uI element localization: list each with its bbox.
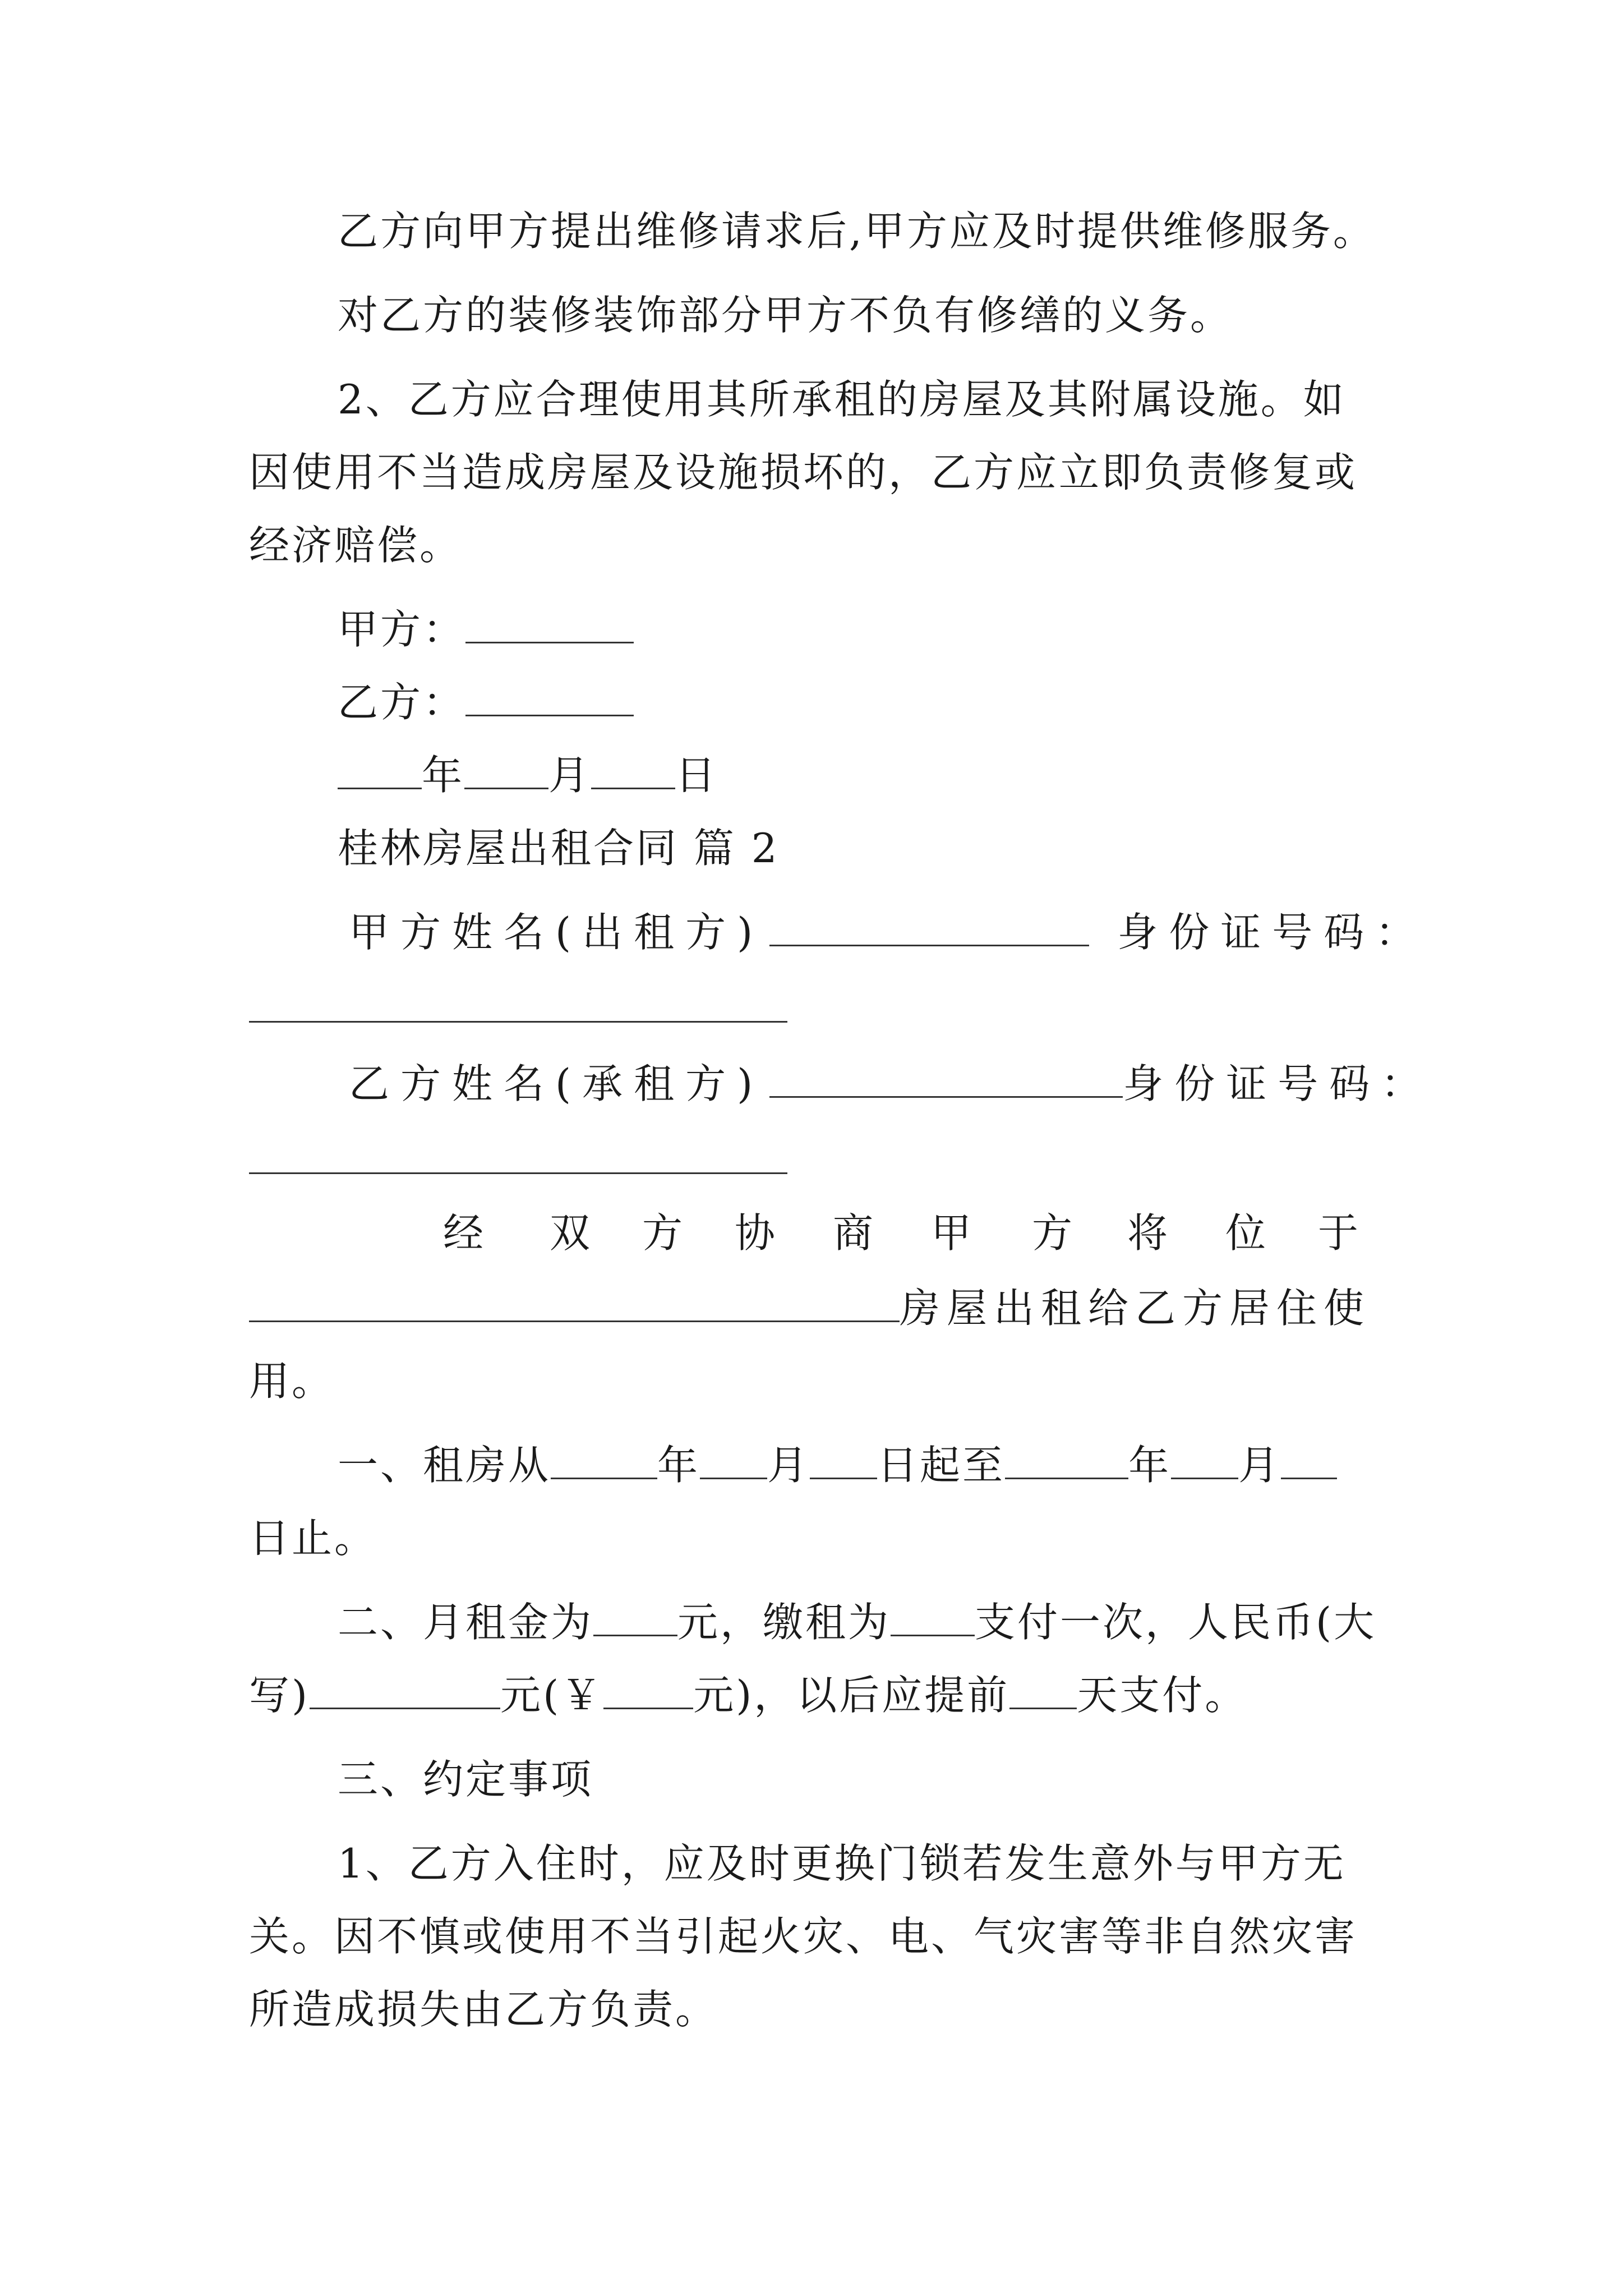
text-line: 所造成损失由乙方负责。 xyxy=(249,1986,718,2033)
party-b-blank[interactable] xyxy=(465,680,634,716)
lessor-label: 甲方姓名(出租方) xyxy=(349,909,764,956)
rent-yuan: 元，缴租为 xyxy=(677,1599,891,1646)
day-blank[interactable] xyxy=(591,753,675,789)
lessee-name-blank[interactable] xyxy=(769,1061,1123,1098)
rent-line xyxy=(338,1594,1376,1650)
negotiate-char: 方 xyxy=(1032,1209,1073,1257)
payment-period-blank[interactable] xyxy=(891,1600,975,1636)
rent-amount-line xyxy=(249,1667,1247,1723)
rent-2c: 元)，以后应提前 xyxy=(693,1672,1010,1719)
negotiate-char: 双 xyxy=(550,1209,591,1257)
text-line: 2、乙方应合理使用其所承租的房屋及其附属设施。如 xyxy=(338,376,1346,423)
text-line: 日止。 xyxy=(249,1515,377,1562)
text-line: 1、乙方入住时，应及时更换门锁若发生意外与甲方无 xyxy=(338,1840,1346,1887)
start-month-blank[interactable] xyxy=(700,1443,767,1479)
term-day-from: 日起至 xyxy=(877,1442,1006,1489)
lessor-id-label: 身份证号码： xyxy=(1117,909,1427,956)
lessee-label: 乙方姓名(承租方) xyxy=(349,1060,764,1107)
rent-label: 二、月租金为 xyxy=(338,1599,594,1646)
text-line: 因使用不当造成房屋及设施损坏的，乙方应立即负责修复或 xyxy=(249,449,1358,496)
negotiate-char: 协 xyxy=(735,1209,776,1257)
party-b-label: 乙方： xyxy=(338,679,466,726)
year-label: 年 xyxy=(422,752,465,799)
section-three-title: 三、约定事项 xyxy=(338,1756,594,1803)
rent-2a: 写) xyxy=(249,1672,310,1719)
advance-days-blank[interactable] xyxy=(1009,1673,1077,1709)
term-year-1: 年 xyxy=(657,1442,700,1489)
start-day-blank[interactable] xyxy=(810,1443,877,1479)
lessor-id-blank[interactable] xyxy=(249,1021,787,1023)
party-a-blank[interactable] xyxy=(465,607,634,643)
negotiate-char: 于 xyxy=(1318,1209,1359,1257)
negotiate-char: 方 xyxy=(642,1209,683,1257)
end-year-blank[interactable] xyxy=(1005,1443,1128,1479)
term-month-1: 月 xyxy=(767,1442,810,1489)
negotiate-char: 将 xyxy=(1127,1209,1168,1257)
term-label: 一、租房从 xyxy=(338,1442,551,1489)
address-line xyxy=(249,1280,1371,1336)
rent-pay: 支付一次，人民币(大 xyxy=(975,1599,1377,1646)
lessee-id-label: 身份证号码： xyxy=(1123,1060,1433,1107)
term-year-2: 年 xyxy=(1128,1442,1172,1489)
negotiate-char: 位 xyxy=(1225,1209,1266,1257)
negotiate-char: 经 xyxy=(443,1209,484,1257)
end-day-blank[interactable] xyxy=(1281,1443,1337,1479)
text-line: 关。因不慎或使用不当引起火灾、电、气灾害等非自然灾害 xyxy=(249,1913,1358,1960)
negotiate-char: 甲 xyxy=(931,1209,972,1257)
party-a-signature-line xyxy=(338,601,634,657)
amount-words-blank[interactable] xyxy=(310,1673,500,1709)
party-b-signature-line xyxy=(338,674,634,730)
rent-2d: 天支付。 xyxy=(1077,1672,1248,1719)
month-label: 月 xyxy=(548,752,592,799)
month-blank[interactable] xyxy=(464,753,548,789)
date-line xyxy=(338,747,718,803)
monthly-rent-blank[interactable] xyxy=(593,1600,677,1636)
text-line: 用。 xyxy=(249,1358,335,1405)
lessee-id-blank[interactable] xyxy=(249,1172,787,1174)
house-use-text: 房屋出租给乙方居住使 xyxy=(900,1285,1371,1332)
end-month-blank[interactable] xyxy=(1171,1443,1238,1479)
text-line: 对乙方的装修装饰部分甲方不负有修缮的义务。 xyxy=(338,292,1233,339)
section-title: 桂林房屋出租合同 篇 2 xyxy=(338,825,780,872)
party-a-label: 甲方： xyxy=(338,606,466,653)
year-blank[interactable] xyxy=(338,753,422,789)
day-label: 日 xyxy=(675,752,718,799)
term-month-2: 月 xyxy=(1238,1442,1281,1489)
term-line xyxy=(338,1437,1337,1493)
lessor-line xyxy=(349,904,1427,960)
start-year-blank[interactable] xyxy=(551,1443,657,1479)
negotiate-char: 商 xyxy=(833,1209,874,1257)
text-line: 乙方向甲方提出维修请求后,甲方应及时提供维修服务。 xyxy=(338,208,1376,255)
lessee-line xyxy=(349,1056,1432,1112)
amount-number-blank[interactable] xyxy=(603,1673,693,1709)
text-line: 经济赔偿。 xyxy=(249,522,463,569)
lessor-name-blank[interactable] xyxy=(769,910,1089,946)
address-blank[interactable] xyxy=(249,1286,900,1322)
rent-2b: 元(￥ xyxy=(500,1672,604,1719)
